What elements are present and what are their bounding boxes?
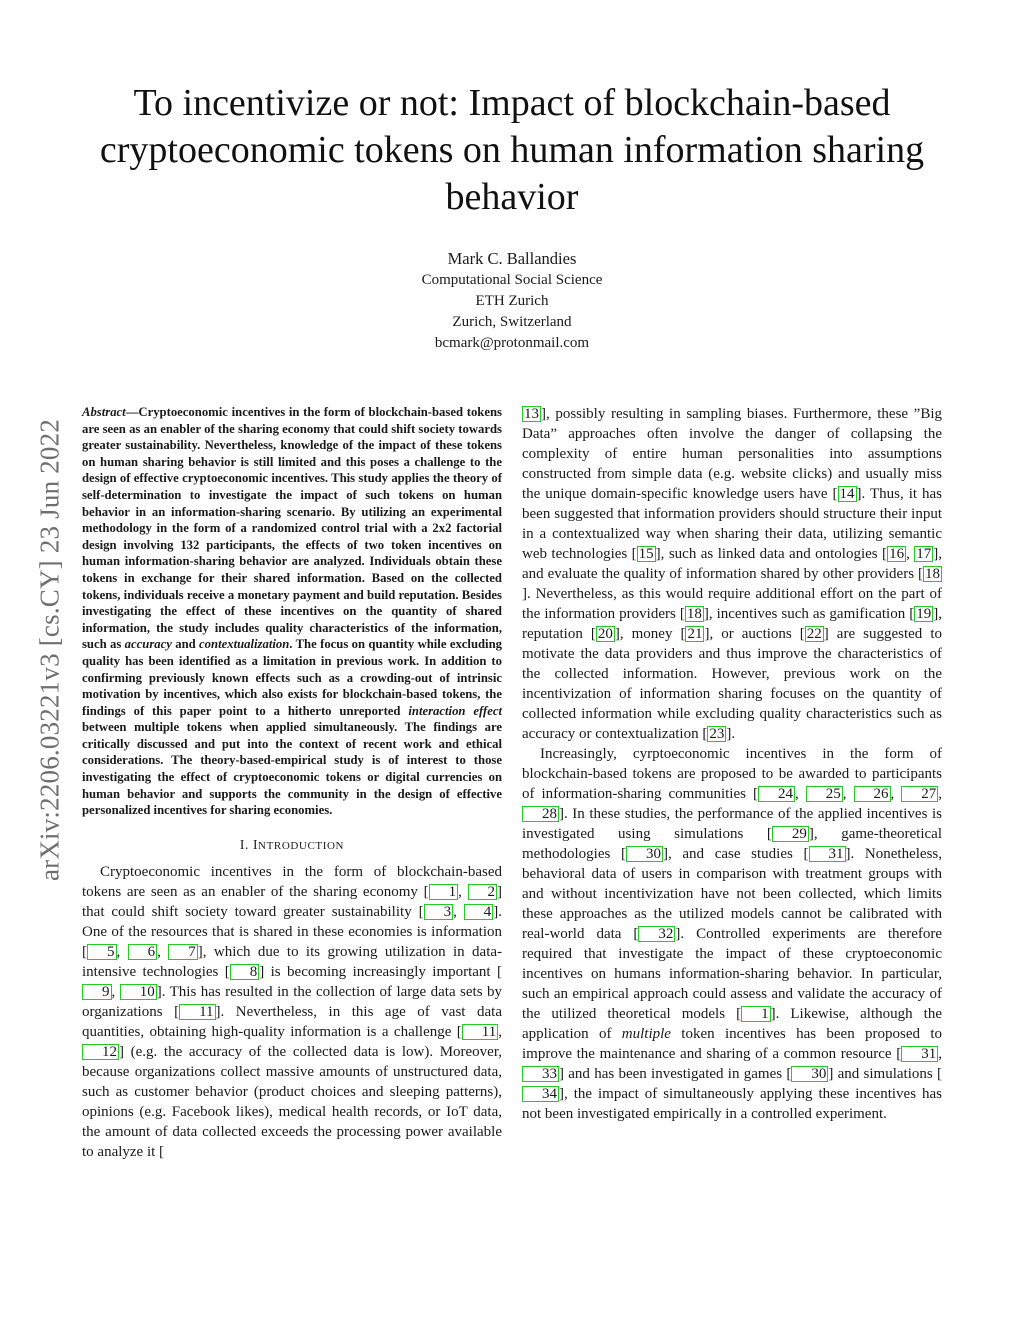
text-segment: ]. Nevertheless, as this would require additional effort on the part of the information providers [ (522, 586, 942, 622)
citation-link[interactable]: 5 (87, 944, 117, 960)
section-title-rest: NTRODUCTION (258, 839, 345, 852)
section-number: I. (239, 836, 253, 852)
citation-link[interactable]: 8 (230, 964, 260, 980)
citation-link[interactable]: 1 (429, 884, 459, 900)
text-segment: ], such as linked data and ontologies [ (655, 546, 888, 562)
citation-link[interactable]: 9 (82, 984, 112, 1000)
citation-link[interactable]: 15 (638, 546, 654, 562)
citation-link[interactable]: 6 (128, 944, 158, 960)
abstract-emphasis: accuracy (124, 637, 172, 652)
text-emphasis: multiple (621, 1026, 671, 1042)
citation-link[interactable]: 7 (168, 944, 198, 960)
citation-link[interactable]: 14 (839, 486, 855, 502)
section-title-initial: I (252, 836, 259, 852)
citation-link[interactable]: 3 (424, 904, 454, 920)
citation-link[interactable]: 17 (916, 546, 932, 562)
text-segment: , (453, 903, 464, 920)
citation-link[interactable]: 26 (854, 786, 891, 802)
citation-link[interactable]: 27 (901, 786, 938, 802)
arxiv-identifier: arXiv:2206.03221v3 [cs.CY] 23 Jun 2022 (34, 418, 65, 882)
citation-link[interactable]: 21 (687, 626, 703, 642)
text-segment: ] is becoming increasingly important [ (259, 963, 502, 980)
text-segment: ], and evaluate the quality of information shared by other providers [ (522, 546, 942, 582)
text-segment: ] that could shift society toward greater sustainability [ (82, 883, 502, 920)
citation-link[interactable]: 29 (772, 826, 809, 842)
text-segment: ], the impact of simultaneously applying these incentives has not been investigated empirically in a controlled experiment. (522, 1086, 942, 1122)
abstract-text: . The focus on quantity while excluding quality has been identified as a limitation in previous work. In addition to confirming previously known effects such as a crowding-out of intrinsic motivation by incentives, which also exists for blockchain-based tokens, the findings of this paper point to a hitherto unreported (82, 637, 502, 718)
left-column (82, 404, 502, 1162)
text-segment: , (890, 786, 902, 802)
abstract-label: Abstract (82, 405, 126, 419)
citation-link[interactable]: 33 (522, 1066, 559, 1082)
intro-paragraph (82, 862, 502, 1162)
text-segment: , (116, 943, 128, 960)
text-segment: , (906, 546, 915, 562)
second-paragraph (522, 744, 942, 1124)
section-heading-introduction (82, 835, 502, 856)
intro-paragraph-continued (522, 404, 942, 744)
citation-link[interactable]: 23 (709, 726, 725, 742)
author-department: Computational Social Science (421, 272, 603, 288)
text-segment: , (842, 786, 854, 802)
text-segment: ]. Thus, it has been suggested that information providers should structure their input in a contextualized way when sharing their data, utilizing semantic web technologies [ (522, 486, 943, 562)
citation-link[interactable]: 18 (925, 566, 940, 582)
right-column (522, 404, 942, 1124)
text-segment: ]. (726, 726, 736, 742)
text-segment: ] and has been investigated in games [ (559, 1066, 792, 1082)
text-segment: Cryptoeconomic incentives in the form of blockchain-based tokens are seen as an enabler of the sharing economy [ (82, 863, 502, 900)
text-segment: ], and case studies [ (662, 846, 809, 862)
text-segment: ]. This has resulted in the collection of large data sets by organizations [ (82, 983, 502, 1020)
author-location: Zurich, Switzerland (452, 314, 572, 330)
text-segment: ], money [ (614, 626, 686, 642)
text-segment: , (458, 883, 468, 900)
citation-link[interactable]: 30 (791, 1066, 828, 1082)
citation-link[interactable]: 2 (468, 884, 498, 900)
author-email: bcmark@protonmail.com (434, 335, 590, 351)
citation-link[interactable]: 31 (809, 846, 846, 862)
abstract (82, 404, 502, 819)
text-segment: ] are suggested to motivate the data providers and thus improve the characteristics of the collected information. However, previous work on the incentivization of information sharing focuses on the quantity of collected information while excluding quality characteristics such as accuracy or contextualization [ (522, 626, 942, 742)
abstract-dash: — (125, 405, 139, 419)
text-segment: , (111, 983, 120, 1000)
author-name: Mark C. Ballandies (447, 249, 577, 268)
citation-link[interactable]: 4 (464, 904, 494, 920)
abstract-emphasis: interaction effect (408, 703, 502, 718)
text-segment: Increasingly, cyrptoeconomic incentives in the form of blockchain-based tokens are proposed to be awarded to participants of information-sharing communities [ (522, 746, 942, 802)
citation-link[interactable]: 20 (597, 626, 613, 642)
abstract-text: between multiple tokens when applied simultaneously. The findings are critically discussed and put into the context of recent work and ethical considerations. The theory-based-empirical study is of interest to those investigating the effect of cryptoeconomic tokens or digital currencies on human behavior and supports the community in the design of effective personalized incentives for sharing economies. (82, 720, 502, 818)
citation-link[interactable]: 30 (626, 846, 663, 862)
text-segment: ], or auctions [ (704, 626, 805, 642)
abstract-text: Cryptoeconomic incentives in the form of blockchain-based tokens are seen as an enabler of the sharing economy that could shift society towards greater sustainability. Nevertheless, knowledge of the impact of these tokens on human sharing behavior is still limited and this poses a challenge to the design of effective cryptoeconomic incentives. This study applies the theory of self-determination to investigate the impact of such tokens on human behavior in an information-sharing scenario. By utilizing an experimental methodology in the form of a randomized control trial with a 2x2 factorial design involving 132 participants, the effects of two token incentives on human information-sharing behavior are analyzed. Individuals obtain these tokens in exchange for their shared information. Based on the collected tokens, individuals receive a monetary payment and build reputation. Besides investigating the effect of these incentives on the quantity of shared information, the study includes quality characteristics of the information, such as (82, 405, 502, 652)
citation-link[interactable]: 1 (741, 1006, 771, 1022)
text-segment: ]. One of the resources that is shared in these economies is information [ (82, 903, 502, 960)
text-segment: , (938, 786, 943, 802)
text-segment: ]. Likewise, although the application of (522, 1006, 943, 1042)
citation-link[interactable]: 22 (806, 626, 822, 642)
text-segment: ]. Nevertheless, in this age of vast data quantities, obtaining high-quality information is a challenge [ (82, 1003, 502, 1040)
text-segment: , (498, 1023, 502, 1040)
citation-link[interactable]: 10 (120, 984, 157, 1000)
citation-link[interactable]: 12 (82, 1044, 119, 1060)
text-segment: , (157, 943, 169, 960)
abstract-emphasis: contextualization (199, 637, 290, 652)
citation-link[interactable]: 32 (638, 926, 675, 942)
citation-link[interactable]: 19 (916, 606, 932, 622)
text-segment: , (794, 786, 806, 802)
text-segment: ], game-theoretical methodologies [ (522, 826, 942, 862)
text-segment: token incentives has been proposed to improve the maintenance and sharing of a common resource [ (522, 1026, 943, 1062)
text-segment: ], which due to its growing utilization in data-intensive technologies [ (82, 943, 503, 980)
citation-link[interactable]: 11 (462, 1024, 498, 1040)
citation-link[interactable]: 18 (686, 606, 702, 622)
citation-link[interactable]: 24 (758, 786, 795, 802)
text-segment: ]. Controlled experiments are therefore required that investigate the impact of these cryptoeconomic incentives on humans information-sharing behavior. In particular, such an empirical approach could assess and validate the accuracy of the utilized theoretical models [ (522, 926, 942, 1022)
citation-link[interactable]: 25 (806, 786, 843, 802)
text-segment: ], possibly resulting in sampling biases. Furthermore, these ”Big Data” approaches often involve the danger of collapsing the complexity of entire human personalities into assumptions constructed from simple data (e.g. website clicks) and usually miss the unique domain-specific knowledge users have [ (522, 406, 942, 502)
text-segment: ], reputation [ (522, 606, 942, 642)
author-institution: ETH Zurich (475, 293, 549, 309)
citation-link[interactable]: 16 (889, 546, 905, 562)
citation-link[interactable]: 34 (522, 1086, 559, 1102)
citation-link[interactable]: 11 (179, 1004, 215, 1020)
citation-link[interactable]: 13 (524, 406, 539, 422)
text-segment: ]. Nonetheless, behavioral data of users in comparison with treatment groups with and without incentivization have not been collected, which limits these approaches as the utilized models cannot be calibrated with real-world data [ (522, 846, 942, 942)
citation-link[interactable]: 28 (522, 806, 559, 822)
text-segment: , (938, 1046, 942, 1062)
abstract-text: and (171, 637, 200, 652)
author-block (312, 248, 712, 354)
paper-title: To incentivize or not: Impact of blockchain-based cryptoeconomic tokens on human information sharing behavior (99, 82, 925, 218)
citation-link[interactable]: 31 (901, 1046, 938, 1062)
text-segment: ] and simulations [ (828, 1066, 942, 1082)
text-segment: ], incentives such as gamification [ (703, 606, 915, 622)
text-segment: ]. In these studies, the performance of the applied incentives is investigated using simulations [ (522, 806, 942, 842)
text-segment: ] (e.g. the accuracy of the collected data is low). Moreover, because organizations collect massive amounts of unstructured data, such as customer behavior (product choices and sleeping patterns), opinions (e.g. Facebook likes), medical health records, or IoT data, the amount of data collected exceeds the processing power available to analyze it [ (82, 1043, 502, 1160)
